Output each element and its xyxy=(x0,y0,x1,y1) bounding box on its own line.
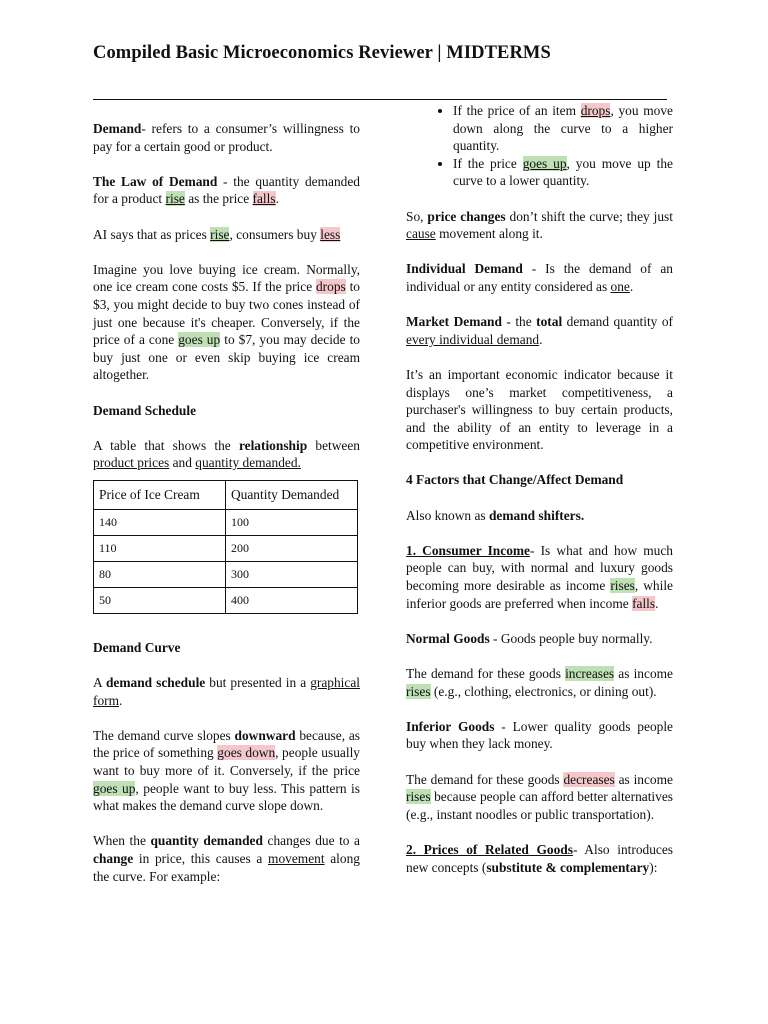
right-column xyxy=(406,102,673,894)
highlight-drops: drops xyxy=(580,103,611,118)
inferior-goods: Inferior Goods - Lower quality goods people buy when they lack money. xyxy=(406,718,674,752)
demand-curve-definition: A demand schedule but presented in a graphical form. xyxy=(93,675,361,708)
highlight-increases: increases xyxy=(565,666,615,681)
table-row xyxy=(94,535,358,561)
table-header: Quantity Demanded xyxy=(226,480,358,509)
highlight-drops: drops xyxy=(315,279,346,295)
related-goods: 2. Prices of Related Goods- Also introduces new concepts (substitute & complementary): xyxy=(406,841,674,875)
table-cell: 50 xyxy=(94,587,226,613)
demand-schedule-heading: Demand Schedule xyxy=(93,402,197,418)
table-cell: 300 xyxy=(226,561,358,587)
table-cell: 80 xyxy=(94,561,226,587)
highlight-rise: rise xyxy=(165,191,185,207)
demand-schedule-table xyxy=(93,480,358,614)
inferior-goods-demand: The demand for these goods decreases as income rises because people can afford better alternatives (e.g., instant noodles or public transportation). xyxy=(406,771,673,822)
left-column xyxy=(93,120,360,903)
price-change-note: So, price changes don’t shift the curve; they just cause movement along it. xyxy=(406,208,673,242)
slope-explanation: The demand curve slopes downward because, as the price of something goes down, people usually want to buy more of it. Conversely, if the price goes up, people want to buy less. This pattern is what makes the demand curve slope down. xyxy=(93,727,360,814)
highlight-goes-up: goes up xyxy=(522,155,567,171)
highlight-rises: rises xyxy=(406,683,431,699)
table-row xyxy=(94,561,358,587)
table-header: Price of Ice Cream xyxy=(94,480,226,509)
movement-bullets xyxy=(406,102,673,190)
highlight-falls: falls xyxy=(632,595,656,611)
table-cell: 100 xyxy=(226,509,358,535)
highlight-less: less xyxy=(320,226,341,242)
economic-indicator: It’s an important economic indicator because it displays one’s market competitiveness, a purchaser's willingness to buy certain products, and the ability of an entity to leverage in a competitive environment. xyxy=(406,366,673,453)
factors-heading: 4 Factors that Change/Affect Demand xyxy=(406,472,624,488)
demand-shifters: Also known as demand shifters. xyxy=(406,507,585,523)
highlight-decreases: decreases xyxy=(563,771,615,787)
table-cell: 200 xyxy=(226,535,358,561)
document-title: Compiled Basic Microeconomics Reviewer | MIDTERMS xyxy=(93,43,551,63)
list-item: • If the price goes up, you move up the curve to a lower quantity. xyxy=(453,155,673,190)
highlight-rises: rises xyxy=(406,789,431,805)
demand-schedule-definition: A table that shows the relationship between product prices and quantity demanded. xyxy=(93,437,360,471)
table-row xyxy=(94,509,358,535)
title-rule xyxy=(93,99,667,100)
normal-goods: Normal Goods - Goods people buy normally. xyxy=(406,630,653,646)
law-of-demand: The Law of Demand - the quantity demanded for a product rise as the price falls. xyxy=(93,173,360,207)
normal-goods-demand: The demand for these goods increases as income rises (e.g., clothing, electronics, or dining out). xyxy=(406,666,673,699)
highlight-goes-down: goes down xyxy=(217,745,276,761)
table-cell: 140 xyxy=(94,509,226,535)
consumer-income: 1. Consumer Income- Is what and how much people can buy, with normal and luxury goods becoming more desirable as income rises, while inferior goods are preferred when income falls. xyxy=(406,542,674,611)
highlight-rise: rise xyxy=(210,226,230,242)
ice-cream-example: Imagine you love buying ice cream. Normally, one ice cream cone costs $5. If the price drops to $3, you might decide to buy two cones instead of just one because it's cheaper. Conversely, if the price of a cone goes up to $7, you may decide to buy just one or even skip buying ice cream altogether. xyxy=(93,261,360,383)
demand-definition: Demand- refers to a consumer’s willingness to pay for a certain good or product. xyxy=(93,121,360,154)
demand-curve-heading: Demand Curve xyxy=(93,639,181,655)
highlight-goes-up: goes up xyxy=(178,332,221,348)
table-cell: 110 xyxy=(94,535,226,561)
table-cell: 400 xyxy=(226,587,358,613)
highlight-goes-up: goes up xyxy=(93,780,136,796)
list-item: • If the price of an item drops, you move down along the curve to a higher quantity. xyxy=(453,102,673,155)
table-header-row xyxy=(94,480,358,509)
market-demand: Market Demand - the total demand quantity of every individual demand. xyxy=(406,314,673,347)
movement-explanation: When the quantity demanded changes due to a change in price, this causes a movement along the curve. For example: xyxy=(93,833,361,884)
ai-note: AI says that as prices rise, consumers buy less xyxy=(93,226,341,242)
table-row xyxy=(94,587,358,613)
highlight-falls: falls xyxy=(252,191,276,207)
highlight-rises: rises xyxy=(610,578,635,594)
individual-demand: Individual Demand - Is the demand of an individual or any entity considered as one. xyxy=(406,261,673,294)
